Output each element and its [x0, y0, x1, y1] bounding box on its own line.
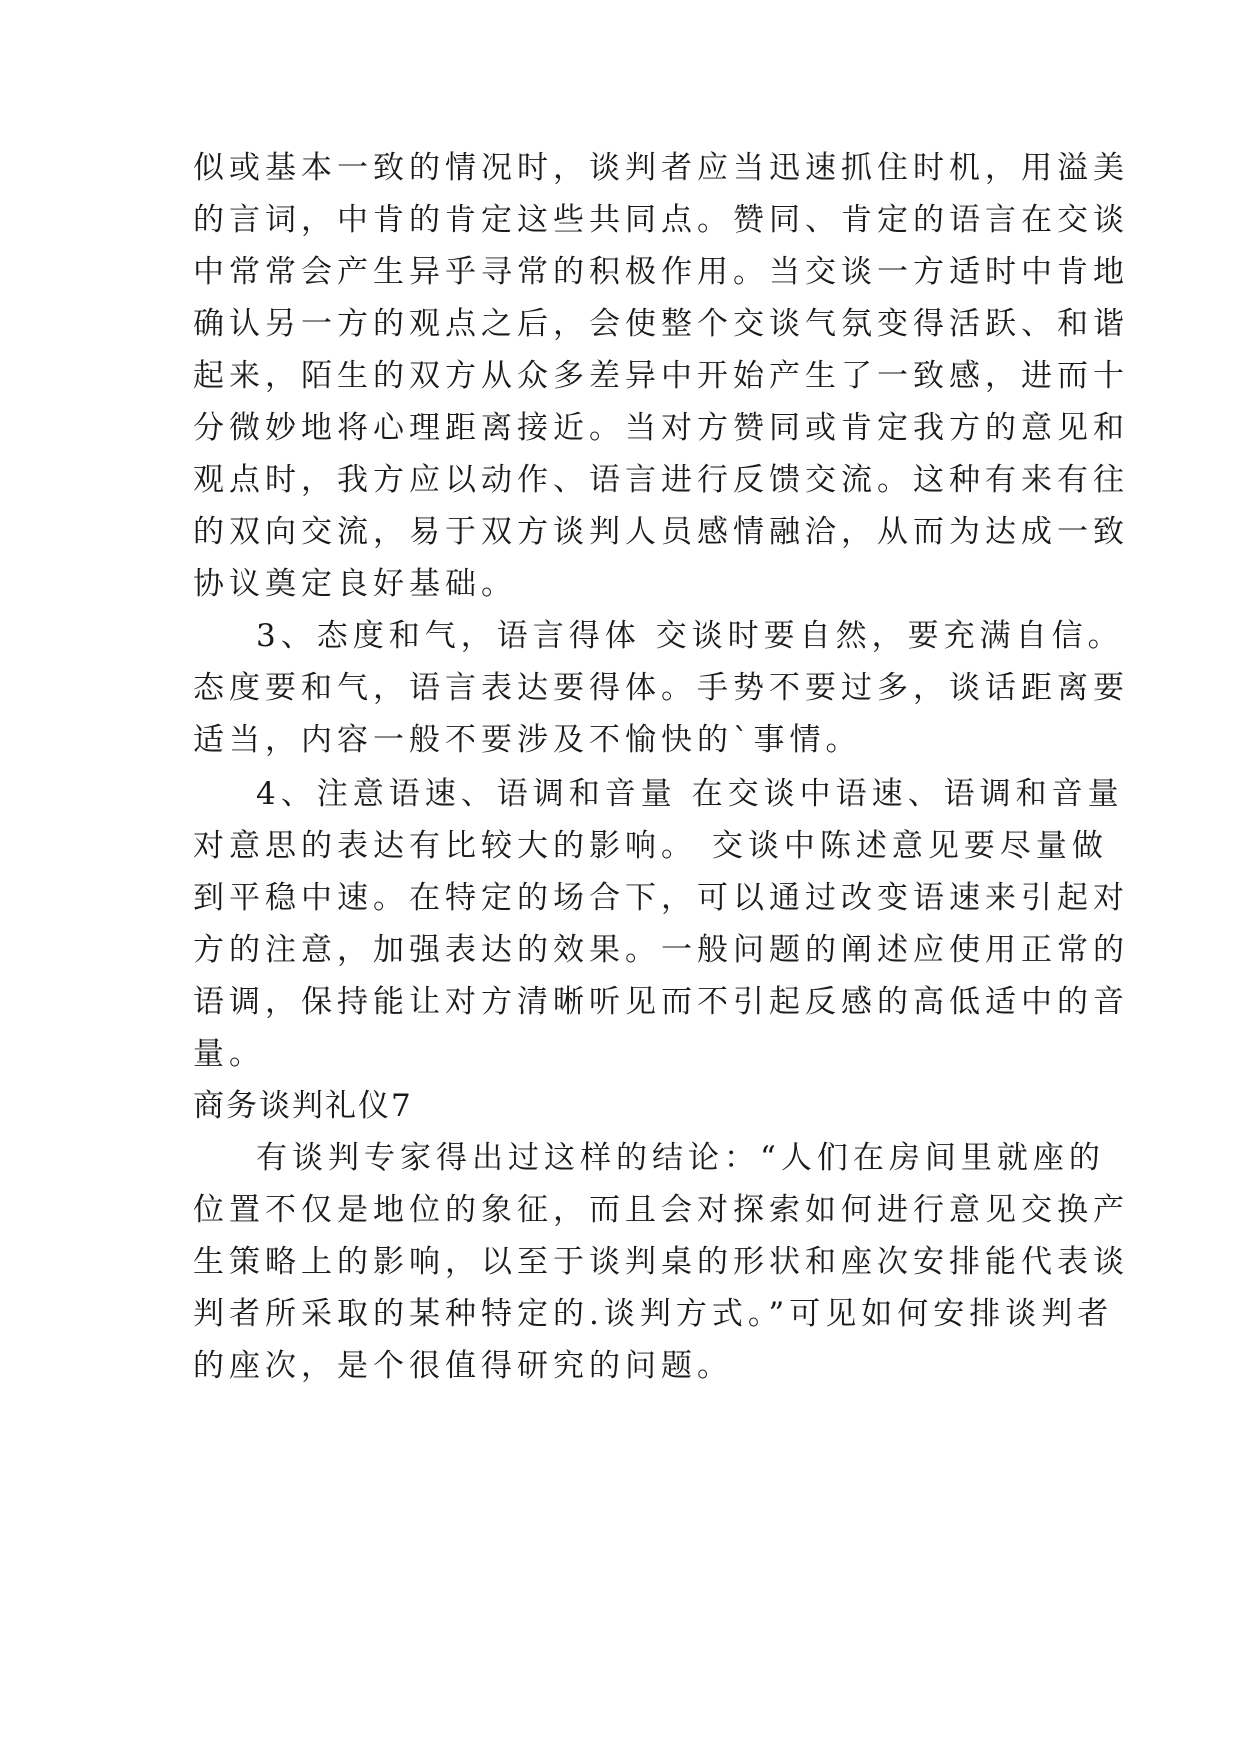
body-text-line: 适当，内容一般不要涉及不愉快的`事情。: [193, 722, 862, 758]
body-text-line: 4、注意语速、语调和音量 在交谈中语速、语调和音量: [256, 776, 1124, 812]
body-text-line: 到平稳中速。在特定的场合下，可以通过改变语速来引起对: [193, 880, 1129, 916]
body-text-line: 协议奠定良好基础。: [193, 566, 517, 602]
body-text-line: 有谈判专家得出过这样的结论：“人们在房间里就座的: [256, 1140, 1105, 1176]
body-text-line: 的座次，是个很值得研究的问题。: [193, 1348, 733, 1384]
body-text-line: 3、态度和气，语言得体 交谈时要自然，要充满自信。: [256, 618, 1124, 654]
body-text-line: 判者所采取的某种特定的.谈判方式。”可见如何安排谈判者: [193, 1296, 1114, 1332]
body-text-line: 态度要和气，语言表达要得体。手势不要过多，谈话距离要: [193, 670, 1129, 706]
body-text-line: 起来，陌生的双方从众多差异中开始产生了一致感，进而十: [193, 358, 1129, 394]
body-text-line: 位置不仅是地位的象征，而且会对探索如何进行意见交换产: [193, 1192, 1129, 1228]
body-text-line: 生策略上的影响，以至于谈判桌的形状和座次安排能代表谈: [193, 1244, 1129, 1280]
body-text-line: 的双向交流，易于双方谈判人员感情融洽，从而为达成一致: [193, 514, 1129, 550]
body-text-line: 似或基本一致的情况时，谈判者应当迅速抓住时机，用溢美: [193, 150, 1129, 186]
body-text-line: 方的注意，加强表达的效果。一般问题的阐述应使用正常的: [193, 932, 1129, 968]
body-text-line: 的言词，中肯的肯定这些共同点。赞同、肯定的语言在交谈: [193, 202, 1129, 238]
body-text-line: 对意思的表达有比较大的影响。 交谈中陈述意见要尽量做: [193, 828, 1108, 864]
body-text-line: 观点时，我方应以动作、语言进行反馈交流。这种有来有往: [193, 462, 1129, 498]
body-text-line: 确认另一方的观点之后，会使整个交谈气氛变得活跃、和谐: [193, 306, 1129, 342]
body-text-line: 量。: [193, 1036, 265, 1072]
section-heading: 商务谈判礼仪7: [193, 1088, 413, 1124]
body-text-line: 语调，保持能让对方清晰听见而不引起反感的高低适中的音: [193, 984, 1129, 1020]
body-text-line: 分微妙地将心理距离接近。当对方赞同或肯定我方的意见和: [193, 410, 1129, 446]
body-text-line: 中常常会产生异乎寻常的积极作用。当交谈一方适时中肯地: [193, 254, 1129, 290]
